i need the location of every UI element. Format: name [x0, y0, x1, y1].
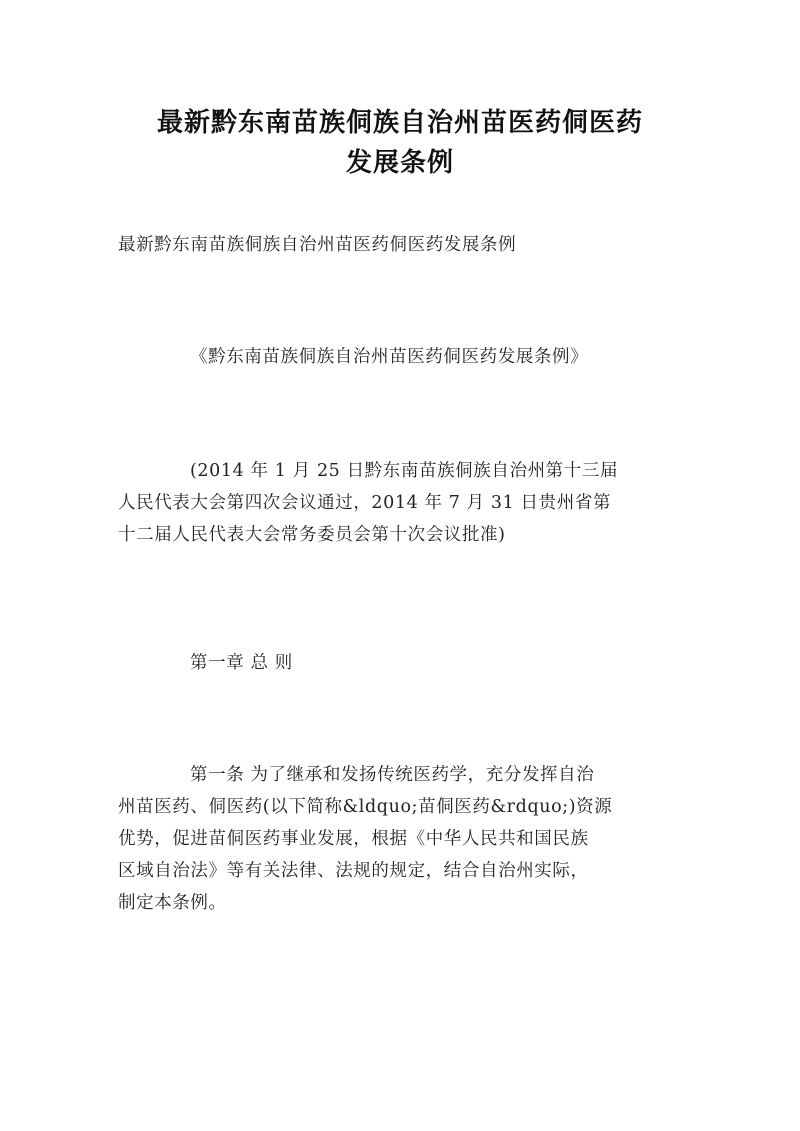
regulation-book-title	[190, 341, 760, 373]
article-line: 优势，促进苗侗医药事业发展，根据《中华人民共和国民族	[118, 829, 589, 849]
article-line: 第一条 为了继承和发扬传统医药学，充分发挥自治	[190, 765, 595, 785]
chapter-heading	[190, 647, 760, 679]
article-line: 制定本条例。	[118, 893, 227, 913]
article-line: 区域自治法》等有关法律、法规的规定，结合自治州实际，	[118, 861, 589, 881]
subtitle-text: 最新黔东南苗族侗族自治州苗医药侗医药发展条例	[118, 235, 517, 255]
chapter-heading-text: 第一章 总 则	[190, 653, 293, 673]
article-line: 州苗医药、侗医药(以下简称&ldquo;苗侗医药&rdquo;)资源	[118, 797, 613, 817]
article-1	[118, 759, 688, 919]
document-title-line-1: 最新黔东南苗族侗族自治州苗医药侗医药	[156, 108, 643, 138]
approval-line: 十二届人民代表大会常务委员会第十次会议批准)	[118, 525, 506, 545]
document-subtitle	[118, 229, 688, 261]
document-title-line-2: 发展条例	[345, 148, 454, 178]
approval-line: 人民代表大会第四次会议通过，2014 年 7 月 31 日贵州省第	[118, 493, 612, 513]
book-title-text: 《黔东南苗族侗族自治州苗医药侗医药发展条例》	[190, 347, 589, 367]
approval-line: (2014 年 1 月 25 日黔东南苗族侗族自治州第十三届	[190, 461, 619, 481]
approval-note	[118, 455, 688, 551]
